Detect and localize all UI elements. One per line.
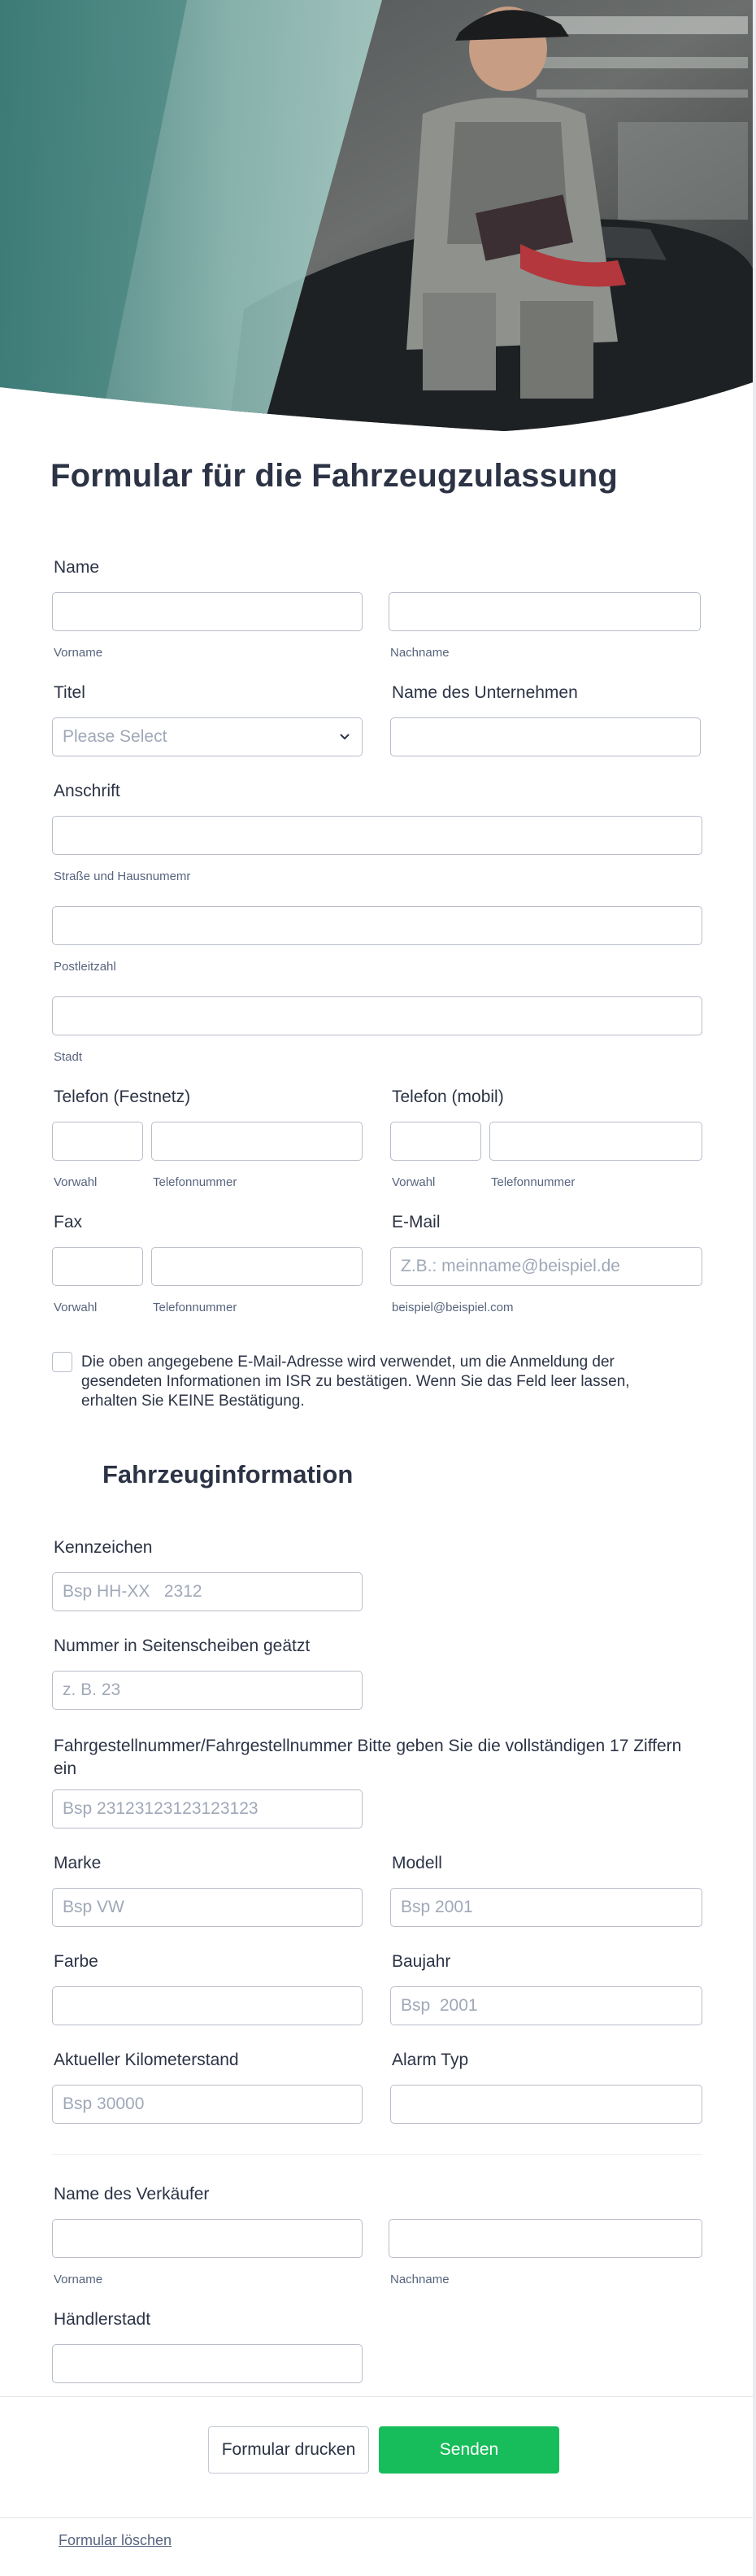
plate-input[interactable]: [52, 1572, 363, 1611]
phone-landline-area-sublabel: Vorwahl: [54, 1175, 98, 1189]
email-input[interactable]: [390, 1247, 702, 1286]
year-label: Baujahr: [392, 1952, 451, 1971]
street-sublabel: Straße und Hausnumemr: [54, 870, 191, 883]
phone-landline-area-input[interactable]: [52, 1122, 143, 1161]
fax-number-sublabel: Telefonnummer: [153, 1301, 237, 1314]
email-placeholder: Z.B.: meinname@beispiel.de: [401, 1257, 620, 1275]
titel-label: Titel: [54, 683, 85, 702]
vin-label: Fahrgestellnummer/Fahrgestellnummer Bitte geben Sie die vollständigen 17 Ziffern ein: [54, 1737, 682, 1778]
phone-mobile-area-input[interactable]: [390, 1122, 481, 1161]
color-input[interactable]: [52, 1986, 363, 2025]
alarm-label: Alarm Typ: [392, 2051, 469, 2069]
fax-area-sublabel: Vorwahl: [54, 1301, 98, 1314]
seller-last-name-input[interactable]: [389, 2219, 702, 2258]
fax-number-input[interactable]: [151, 1247, 363, 1286]
plate-label: Kennzeichen: [54, 1538, 153, 1557]
seller-first-name-input[interactable]: [52, 2219, 363, 2258]
company-input[interactable]: [390, 717, 701, 756]
email-label: E-Mail: [392, 1213, 441, 1231]
city-sublabel: Stadt: [54, 1050, 83, 1064]
window-number-label: Nummer in Seitenscheiben geätzt: [54, 1637, 311, 1655]
model-input[interactable]: [390, 1888, 702, 1927]
email-consent-checkbox[interactable]: [52, 1352, 72, 1372]
email-sublabel: beispiel@beispiel.com: [392, 1301, 514, 1314]
phone-mobile-label: Telefon (mobil): [392, 1087, 504, 1106]
alarm-input[interactable]: [390, 2085, 702, 2124]
hero-image: [0, 0, 753, 439]
last-name-input[interactable]: [389, 592, 701, 631]
mileage-input[interactable]: [52, 2085, 363, 2124]
dealer-city-label: Händlerstadt: [54, 2310, 151, 2329]
page-title: Formular für die Fahrzeugzulassung: [50, 458, 618, 494]
dealer-city-input[interactable]: [52, 2344, 363, 2383]
print-form-button[interactable]: Formular drucken: [208, 2426, 369, 2474]
seller-first-name-sublabel: Vorname: [54, 2273, 103, 2286]
submit-button[interactable]: Senden: [379, 2426, 559, 2474]
page-edge: [753, 0, 756, 2576]
address-label: Anschrift: [54, 782, 120, 800]
model-placeholder: Bsp 2001: [401, 1898, 473, 1916]
seller-label: Name des Verkäufer: [54, 2185, 210, 2203]
mileage-label: Aktueller Kilometerstand: [54, 2051, 239, 2069]
phone-mobile-area-sublabel: Vorwahl: [392, 1175, 436, 1189]
zip-input[interactable]: [52, 906, 702, 945]
phone-mobile-number-sublabel: Telefonnummer: [491, 1175, 576, 1189]
color-label: Farbe: [54, 1952, 98, 1971]
company-label: Name des Unternehmen: [392, 683, 578, 702]
phone-landline-number-sublabel: Telefonnummer: [153, 1175, 237, 1189]
clear-form-link[interactable]: Formular löschen: [59, 2532, 172, 2548]
plate-placeholder: Bsp HH-XX 2312: [63, 1582, 202, 1601]
titel-select-value: Please Select: [63, 727, 167, 746]
fax-label: Fax: [54, 1213, 83, 1231]
city-input[interactable]: [52, 996, 702, 1035]
make-input[interactable]: [52, 1888, 363, 1927]
fax-area-input[interactable]: [52, 1247, 143, 1286]
mileage-placeholder: Bsp 30000: [63, 2094, 145, 2113]
year-placeholder: Bsp 2001: [401, 1996, 478, 2015]
phone-mobile-number-input[interactable]: [489, 1122, 702, 1161]
phone-landline-number-input[interactable]: [151, 1122, 363, 1161]
form-footer: [0, 2396, 753, 2518]
model-label: Modell: [392, 1854, 442, 1872]
vin-placeholder: Bsp 23123123123123123: [63, 1799, 259, 1818]
window-number-input[interactable]: [52, 1671, 363, 1710]
email-consent-text: Die oben angegebene E-Mail-Adresse wird verwendet, um die Anmeldung der gesendeten Informationen im ISR zu bestätigen. Wenn Sie das Feld leer lassen, erhalten Sie KEINE Bestätigung.: [81, 1353, 630, 1410]
year-input[interactable]: [390, 1986, 702, 2025]
zip-sublabel: Postleitzahl: [54, 960, 116, 974]
name-label: Name: [54, 558, 100, 577]
window-number-placeholder: z. B. 23: [63, 1680, 121, 1699]
chevron-down-icon: [337, 729, 352, 743]
last-name-sublabel: Nachname: [390, 646, 450, 660]
make-placeholder: Bsp VW: [63, 1898, 124, 1916]
first-name-sublabel: Vorname: [54, 646, 103, 660]
make-label: Marke: [54, 1854, 102, 1872]
vin-input[interactable]: [52, 1789, 363, 1828]
street-input[interactable]: [52, 816, 702, 855]
first-name-input[interactable]: [52, 592, 363, 631]
seller-last-name-sublabel: Nachname: [390, 2273, 450, 2286]
section-divider: [52, 2154, 702, 2155]
phone-landline-label: Telefon (Festnetz): [54, 1087, 191, 1106]
vehicle-section-title: Fahrzeuginformation: [102, 1460, 354, 1489]
titel-select[interactable]: [52, 717, 363, 756]
